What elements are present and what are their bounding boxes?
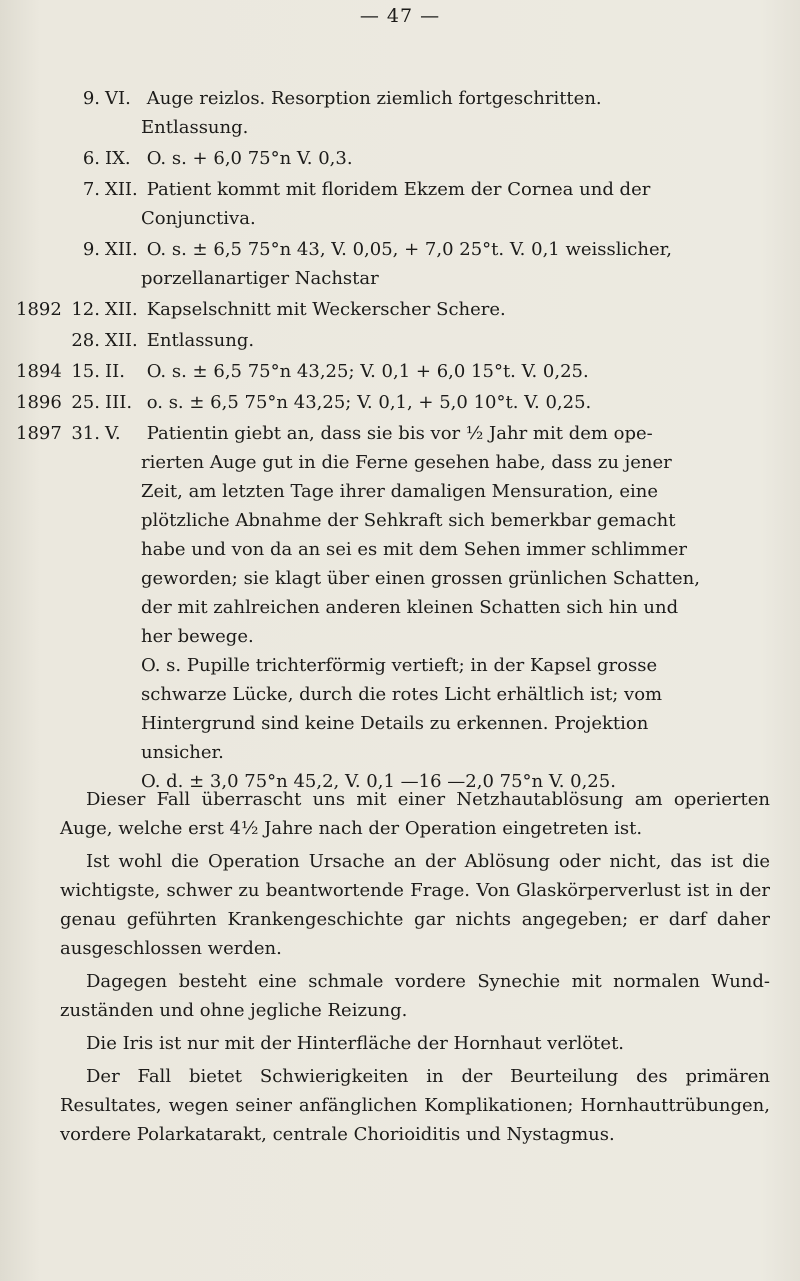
entry-text-line: rierten Auge gut in die Ferne gesehen habe, dass zu jener [141,452,672,473]
entry-text-line: Entlassung. [146,330,255,351]
entry-1 [0,84,800,142]
entry-text-line: schwarze Lücke, durch die rotes Licht erhältlich ist; vom [141,684,663,705]
entry-5 [0,295,800,324]
entry-year: 1894 [16,361,62,382]
entry-text-line: porzellanartiger Nachstar [141,268,379,289]
entry-day: 25. [71,392,100,413]
entry-7 [0,357,800,386]
entry-2 [0,144,800,173]
entry-text-line: O. s. ± 6,5 75°n 43,25; V. 0,1 + 6,0 15°t. V. 0,25. [146,361,589,382]
entry-text-line: O. s. Pupille trichterförmig vertieft; in der Kapsel grosse [141,655,658,676]
entry-8 [0,388,800,417]
paragraph: Der Fall bietet Schwierigkeiten in der Beurteilung des primären Resultates, wegen seiner anfänglichen Komplikationen; Hornhauttrübungen, vordere Polarkatarakt, centrale Chorioiditis und Nystagmus. [60,1066,770,1145]
entry-day: 12. [71,299,100,320]
entry-text-line: Conjunctiva. [141,208,256,229]
entry-text-line: Kapselschnitt mit Weckerscher Schere. [146,299,506,320]
entry-text-line: O. d. ± 3,0 75°n 45,2, V. 0,1 —16 —2,0 75°n V. 0,25. [141,771,616,792]
entry-text-line: der mit zahlreichen anderen kleinen Schatten sich hin und [141,597,679,618]
entry-month: III. [105,392,133,413]
entry-text-line: habe und von da an sei es mit dem Sehen immer schlimmer [141,539,687,560]
entry-text-line: plötzliche Abnahme der Sehkraft sich bemerkbar gemacht [141,510,676,531]
paragraph: Dagegen besteht eine schmale vordere Synechie mit normalen Wund-zuständen und ohne jegliche Reizung. [60,971,770,1021]
entry-day: 28. [71,330,100,351]
entry-text-line: o. s. ± 6,5 75°n 43,25; V. 0,1, + 5,0 10°t. V. 0,25. [146,392,592,413]
discussion-text [60,785,770,1153]
entry-text-line: Zeit, am letzten Tage ihrer damaligen Mensuration, eine [141,481,659,502]
case-history-entries [0,84,800,798]
entry-text-line: Patientin giebt an, dass sie bis vor ½ Jahr mit dem ope- [146,423,653,444]
entry-month: II. [105,361,125,382]
entry-text-line: Hintergrund sind keine Details zu erkennen. Projektion [141,713,649,734]
entry-text-line: her bewege. [141,626,254,647]
entry-text-line: O. s. ± 6,5 75°n 43, V. 0,05, + 7,0 25°t. V. 0,1 weisslicher, [146,239,672,260]
entry-month: XII. [105,330,138,351]
entry-text-line: Auge reizlos. Resorption ziemlich fortgeschritten. [146,88,602,109]
paragraph: Ist wohl die Operation Ursache an der Ablösung oder nicht, das ist die wichtigste, schwer zu beantwortende Frage. Von Glaskörperverlust ist in der genau geführten Krankengeschichte gar nichts angegeben; er darf daher ausgeschlossen werden. [60,851,770,959]
entry-day: 7. [82,179,100,200]
entry-text-line: geworden; sie klagt über einen grossen grünlichen Schatten, [141,568,700,589]
entry-day: 6. [82,148,100,169]
entry-year: 1897 [16,423,62,444]
entry-month: VI. [105,88,131,109]
entry-4 [0,235,800,293]
entry-6 [0,326,800,355]
entry-text-line: Patient kommt mit floridem Ekzem der Cornea und der [146,179,651,200]
entry-month: XII. [105,299,138,320]
entry-9 [0,419,800,796]
paragraph: Die Iris ist nur mit der Hinterfläche der Hornhaut verlötet. [86,1033,625,1054]
entry-year: 1896 [16,392,62,413]
entry-month: XII. [105,179,138,200]
entry-month: IX. [105,148,131,169]
page-number: — 47 — [359,5,441,27]
paragraph: Dieser Fall überrascht uns mit einer Netzhautablösung am operierten Auge, welche erst 4½ Jahre nach der Operation eingetreten ist. [60,789,770,839]
entry-day: 31. [71,423,100,444]
entry-day: 9. [82,239,100,260]
entry-text-line: O. s. + 6,0 75°n V. 0,3. [146,148,353,169]
entry-3 [0,175,800,233]
entry-year: 1892 [16,299,62,320]
entry-text-line: unsicher. [141,742,224,763]
entry-day: 15. [71,361,100,382]
entry-month: XII. [105,239,138,260]
entry-month: V. [105,423,121,444]
entry-day: 9. [82,88,100,109]
entry-text-line: Entlassung. [141,117,249,138]
